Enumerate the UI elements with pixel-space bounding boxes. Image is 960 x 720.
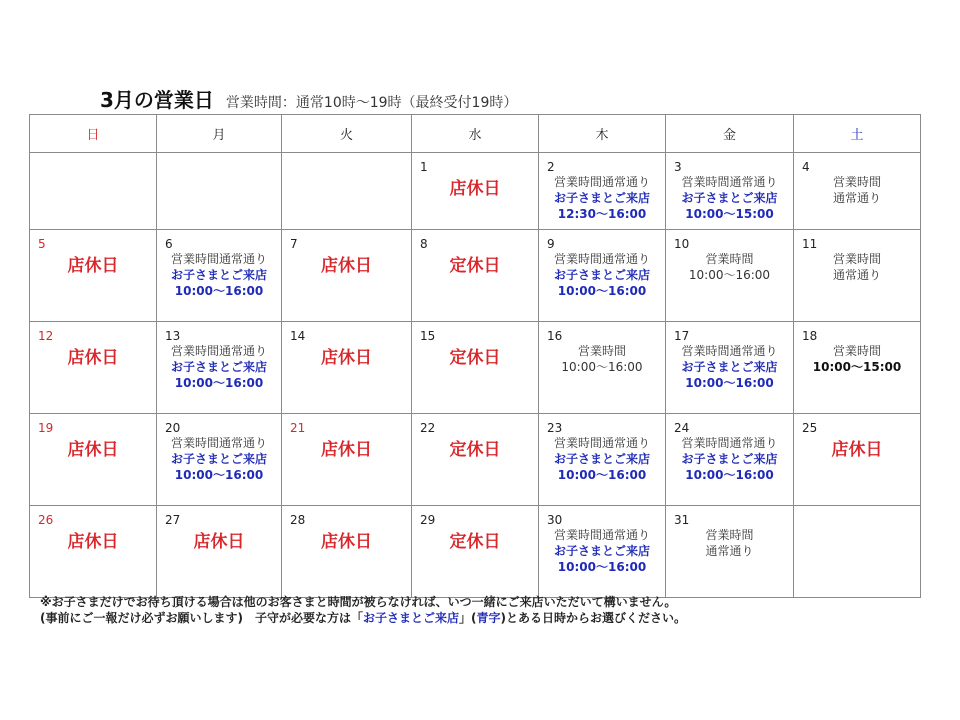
schedule-text: 通常通り <box>705 544 754 558</box>
kids-visit-time: 10:00〜16:00 <box>685 376 774 390</box>
day-schedule <box>282 435 411 461</box>
weekday-header: 火 <box>282 115 412 153</box>
day-schedule <box>30 251 156 277</box>
kids-visit-time: 10:00〜16:00 <box>557 560 647 574</box>
calendar-day-cell <box>666 322 794 414</box>
schedule-text: 営業時間 <box>832 252 881 266</box>
day-number: 7 <box>290 237 298 251</box>
calendar-day-cell <box>30 506 157 598</box>
closed-label: 店休日 <box>321 440 372 460</box>
day-number: 11 <box>802 237 818 251</box>
closed-label: 店休日 <box>193 532 245 552</box>
closed-label: 定休日 <box>449 348 501 368</box>
kids-visit-time: 10:00〜16:00 <box>685 468 774 482</box>
calendar-day-cell <box>412 230 539 322</box>
day-number: 25 <box>802 421 818 435</box>
kids-visit-label: お子さまとご来店 <box>681 360 778 374</box>
calendar-day-cell <box>412 153 539 230</box>
weekday-header: 月 <box>157 115 282 153</box>
closed-label: 店休日 <box>321 256 372 276</box>
calendar-day-cell <box>157 230 282 322</box>
schedule-text: 営業時間通常通り <box>681 175 778 189</box>
closed-label: 店休日 <box>321 532 372 552</box>
weekday-header: 金 <box>666 115 794 153</box>
day-number: 24 <box>674 421 690 435</box>
day-schedule <box>282 343 411 369</box>
day-schedule <box>282 251 411 277</box>
kids-visit-time: 10:00〜16:00 <box>557 468 647 482</box>
calendar-day-cell <box>666 414 794 506</box>
calendar-day-cell <box>412 414 539 506</box>
day-schedule <box>666 174 793 222</box>
day-schedule <box>794 343 920 375</box>
schedule-text: 営業時間通常通り <box>170 344 267 358</box>
kids-visit-time: 10:00〜15:00 <box>685 207 774 221</box>
schedule-text: 営業時間 <box>832 175 881 189</box>
closed-label: 店休日 <box>67 532 119 552</box>
kids-visit-time: 10:00〜16:00 <box>557 284 647 298</box>
closed-label: 店休日 <box>449 179 501 199</box>
kids-visit-label: お子さまとご来店 <box>170 360 267 374</box>
day-schedule <box>794 435 920 461</box>
schedule-text: 営業時間 <box>577 344 626 358</box>
calendar-day-cell <box>794 414 921 506</box>
calendar-day-cell <box>412 506 539 598</box>
schedule-text: 営業時間通常通り <box>553 252 650 266</box>
calendar-day-cell <box>539 414 666 506</box>
footer-blue-text-label: 青字 <box>476 611 501 625</box>
day-number: 1 <box>420 160 428 174</box>
day-number: 3 <box>674 160 682 174</box>
footer-note-2 <box>40 610 686 626</box>
calendar-day-cell <box>539 322 666 414</box>
kids-visit-time: 10:00〜16:00 <box>174 376 264 390</box>
day-number: 16 <box>547 329 563 343</box>
calendar-day-cell <box>30 414 157 506</box>
day-schedule <box>666 251 793 283</box>
day-number: 10 <box>674 237 690 251</box>
kids-visit-label: お子さまとご来店 <box>553 191 650 205</box>
calendar-day-cell <box>157 153 282 230</box>
calendar-week-row <box>30 322 921 414</box>
day-number: 31 <box>674 513 690 527</box>
schedule-text: 営業時間通常通り <box>553 436 650 450</box>
calendar-day-cell <box>412 322 539 414</box>
day-schedule <box>157 343 281 391</box>
day-number: 30 <box>547 513 563 527</box>
closed-label: 定休日 <box>449 256 501 276</box>
closed-label: 店休日 <box>67 440 119 460</box>
calendar-day-cell <box>794 153 921 230</box>
title-row <box>100 84 517 114</box>
calendar-day-cell <box>30 153 157 230</box>
calendar-day-cell <box>666 153 794 230</box>
calendar-week-row <box>30 230 921 322</box>
day-schedule <box>539 251 665 299</box>
day-number: 22 <box>420 421 436 435</box>
weekday-header: 日 <box>30 115 157 153</box>
day-schedule <box>666 527 793 559</box>
day-schedule <box>282 527 411 553</box>
day-number: 2 <box>547 160 555 174</box>
page-title: 3月の営業日 <box>100 88 214 112</box>
schedule-text: 営業時間通常通り <box>681 344 778 358</box>
calendar-day-cell <box>539 230 666 322</box>
closed-label: 定休日 <box>449 440 501 460</box>
footer-note-1: ※お子さまだけでお待ち頂ける場合は他のお客さまと時間が被らなければ、いつ一緒にご来店いただいて構いません。 <box>40 595 677 609</box>
weekday-header: 土 <box>794 115 921 153</box>
kids-visit-time: 12:30〜16:00 <box>557 207 647 221</box>
calendar-day-cell <box>282 153 412 230</box>
day-schedule <box>539 174 665 222</box>
day-number: 21 <box>290 421 306 435</box>
weekday-header-row <box>30 115 921 153</box>
day-number: 5 <box>38 237 46 251</box>
kids-visit-label: お子さまとご来店 <box>553 544 650 558</box>
day-schedule <box>794 174 920 206</box>
calendar-day-cell <box>282 506 412 598</box>
calendar-day-cell <box>157 414 282 506</box>
closed-label: 店休日 <box>67 348 119 368</box>
schedule-text: 10:00〜16:00 <box>561 360 643 374</box>
schedule-text: 営業時間通常通り <box>681 436 778 450</box>
calendar-day-cell <box>666 506 794 598</box>
schedule-text: 営業時間 <box>832 344 881 358</box>
kids-visit-label: お子さまとご来店 <box>170 452 267 466</box>
closed-label: 店休日 <box>321 348 372 368</box>
calendar-week-row <box>30 506 921 598</box>
weekday-header: 木 <box>539 115 666 153</box>
calendar-day-cell <box>30 322 157 414</box>
calendar-day-cell <box>157 322 282 414</box>
footer-kids-label: お子さまとご来店 <box>362 611 459 625</box>
kids-visit-label: お子さまとご来店 <box>681 452 778 466</box>
day-schedule <box>157 527 281 553</box>
kids-visit-label: お子さまとご来店 <box>553 452 650 466</box>
schedule-text: 営業時間通常通り <box>553 175 650 189</box>
day-number: 19 <box>38 421 54 435</box>
day-number: 6 <box>165 237 173 251</box>
kids-visit-time: 10:00〜16:00 <box>174 468 264 482</box>
calendar-day-cell <box>157 506 282 598</box>
day-schedule <box>30 435 156 461</box>
calendar-day-cell <box>794 322 921 414</box>
day-number: 14 <box>290 329 306 343</box>
day-number: 28 <box>290 513 306 527</box>
footer-note-2a: (事前にご一報だけ必ずお願いします) 子守が必要な方は「 <box>40 611 363 625</box>
weekday-header: 水 <box>412 115 539 153</box>
closed-label: 定休日 <box>449 532 501 552</box>
day-number: 17 <box>674 329 690 343</box>
day-schedule <box>539 527 665 575</box>
day-number: 15 <box>420 329 436 343</box>
day-number: 13 <box>165 329 181 343</box>
calendar-day-cell <box>282 230 412 322</box>
day-schedule <box>412 174 538 200</box>
kids-visit-time: 10:00〜16:00 <box>174 284 264 298</box>
day-number: 23 <box>547 421 563 435</box>
schedule-text: 10:00〜16:00 <box>688 268 771 282</box>
schedule-text: 営業時間 <box>705 252 754 266</box>
day-number: 4 <box>802 160 810 174</box>
closed-label: 店休日 <box>831 440 883 460</box>
day-schedule <box>412 343 538 369</box>
day-number: 12 <box>38 329 54 343</box>
day-number: 29 <box>420 513 436 527</box>
schedule-text: 通常通り <box>832 268 881 282</box>
day-schedule <box>157 435 281 483</box>
calendar-table <box>29 114 921 598</box>
day-schedule <box>157 251 281 299</box>
footer-note-2e: )とある日時からお選びください。 <box>500 611 687 625</box>
day-number: 18 <box>802 329 818 343</box>
day-schedule <box>539 435 665 483</box>
calendar-day-cell <box>539 153 666 230</box>
calendar-day-cell <box>30 230 157 322</box>
day-schedule <box>666 435 793 483</box>
day-schedule <box>412 527 538 553</box>
calendar-day-cell <box>794 230 921 322</box>
calendar-day-cell <box>282 322 412 414</box>
calendar-day-cell <box>666 230 794 322</box>
schedule-text: 営業時間通常通り <box>553 528 650 542</box>
schedule-text: 営業時間通常通り <box>170 252 267 266</box>
calendar-week-row <box>30 153 921 230</box>
day-schedule <box>412 435 538 461</box>
closed-label: 店休日 <box>67 256 119 276</box>
day-number: 26 <box>38 513 54 527</box>
day-number: 8 <box>420 237 428 251</box>
day-schedule <box>539 343 665 375</box>
business-hours-note: 営業時間：通常10時〜19時（最終受付19時） <box>225 95 518 111</box>
day-number: 27 <box>165 513 181 527</box>
day-schedule <box>30 527 156 553</box>
day-schedule <box>30 343 156 369</box>
calendar-day-cell <box>794 506 921 598</box>
day-schedule <box>412 251 538 277</box>
kids-visit-label: お子さまとご来店 <box>681 191 778 205</box>
kids-visit-label: お子さまとご来店 <box>170 268 267 282</box>
day-number: 20 <box>165 421 181 435</box>
day-schedule <box>666 343 793 391</box>
kids-visit-label: お子さまとご来店 <box>553 268 650 282</box>
day-schedule <box>794 251 920 283</box>
schedule-text: 営業時間 <box>705 528 754 542</box>
schedule-text: 通常通り <box>832 191 881 205</box>
business-hours-time: 10:00〜15:00 <box>812 360 902 374</box>
calendar-week-row <box>30 414 921 506</box>
calendar-day-cell <box>282 414 412 506</box>
footer-notes <box>40 594 686 626</box>
schedule-text: 営業時間通常通り <box>170 436 267 450</box>
calendar-day-cell <box>539 506 666 598</box>
footer-note-2c: 」( <box>459 611 477 625</box>
day-number: 9 <box>547 237 555 251</box>
